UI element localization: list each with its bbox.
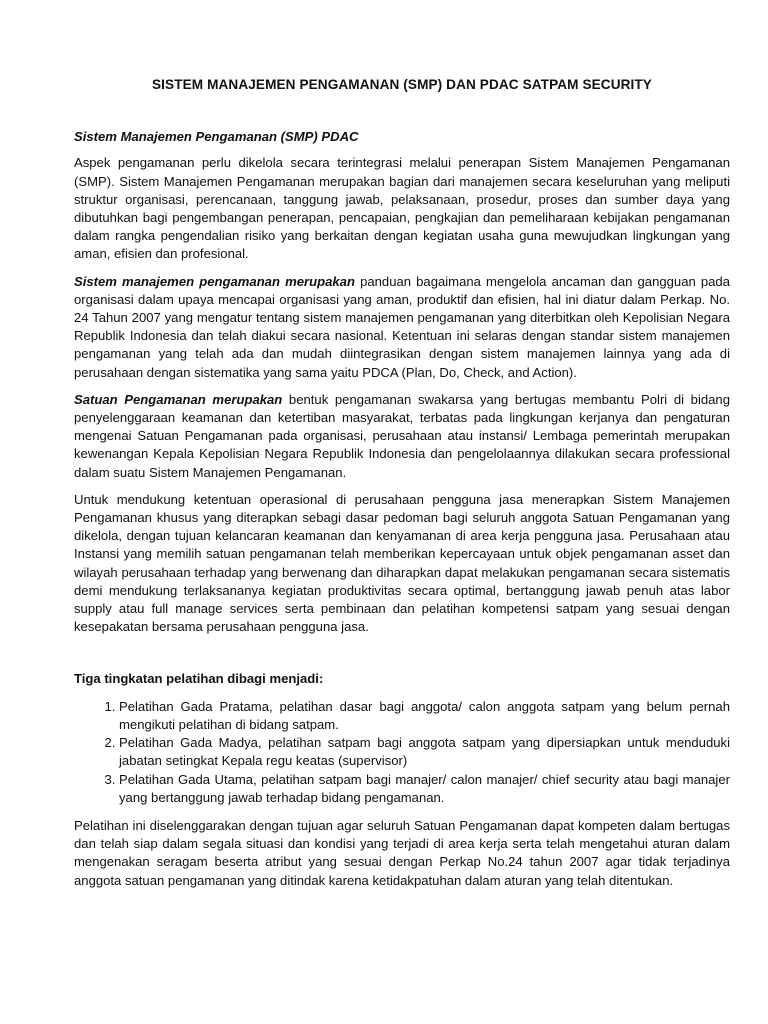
document-title: SISTEM MANAJEMEN PENGAMANAN (SMP) DAN PDAC SATPAM SECURITY [152, 77, 652, 92]
paragraph-operational-support: Untuk mendukung ketentuan operasional di perusahaan pengguna jasa menerapkan Sistem Manajemen Pengamanan khusus yang diterapkan sebagi dasar pedoman bagi seluruh anggota Satuan Pengamanan yang dikelola, dengan tujuan kelancaran keamanan dan kenyamanan di area kerja pengguna jasa. Perusahaan atau Instansi yang memilih satuan pengamanan telah memberikan kepercayaan untuk objek pengamanan asset dan wilayah perusahaan terhadap yang berwenang dan diharapkan dapat melakukan pengamanan secara sistematis demi mendukung terlaksananya kegiatan produktivitas secara optimal, bertanggung jawab penuh atas labor supply atau full manage services serta pembinaan dan pelatihan kompetensi satpam yang sesuai dengan kesepakatan bersama perusahaan pengguna jasa. [74, 491, 730, 635]
paragraph-lead-smp: Sistem manajemen pengamanan merupakan [74, 273, 355, 289]
paragraph-body-satpam: bentuk pengamanan swakarsa yang bertugas membantu Polri di bidang penyelenggaraan keamanan dan ketertiban masyarakat, terbatas pada lingkungan kerjanya dan pengaturan mengenai Satuan Pengamanan pada organisasi, perusahaan atau instansi/ Lembaga pemerintah merupakan kewenangan Kepala Kepolisian Negara Republik Indonesia dan pengelolaannya dilakukan secara professional dalam suatu Sistem Manajemen Pengamanan. [74, 391, 730, 480]
training-heading: Tiga tingkatan pelatihan dibagi menjadi: [74, 671, 324, 687]
section-subtitle: Sistem Manajemen Pengamanan (SMP) PDAC [74, 129, 359, 145]
document-page [74, 76, 730, 899]
training-item-gada-pratama: 1. Pelatihan Gada Pratama, pelatihan dasar bagi anggota/ calon anggota satpam yang belum pernah mengikuti pelatihan di bidang satpam. [119, 698, 730, 734]
training-list [74, 698, 730, 807]
training-item-gada-madya: 2. Pelatihan Gada Madya, pelatihan satpam bagi anggota satpam yang dipersiapkan untuk menduduki jabatan setingkat Kepala regu keatas (supervisor) [119, 734, 730, 770]
paragraph-smp-intro: Aspek pengamanan perlu dikelola secara terintegrasi melalui penerapan Sistem Manajemen Pengamanan (SMP). Sistem Manajemen Pengamanan merupakan bagian dari manajemen secara keseluruhan yang meliputi struktur organisasi, perencanaan, tanggung jawab, pelaksanaan, prosedur, proses dan sumber daya yang dibutuhkan bagi pengembangan penerapan, pencapaian, pengkajian dan pemeliharaan kebijakan pengamanan dalam rangka pengendalian risiko yang berkaitan dengan kegiatan usaha guna mewujudkan lingkungan yang aman, efisien dan profesional. [74, 155, 730, 262]
paragraph-lead-satpam: Satuan Pengamanan merupakan [74, 391, 283, 407]
paragraph-satpam-definition [74, 391, 730, 482]
paragraph-training-purpose: Pelatihan ini diselenggarakan dengan tujuan agar seluruh Satuan Pengamanan dapat kompeten dalam bertugas dan telah siap dalam segala situasi dan kondisi yang terjadi di area kerja serta telah mengetahui aturan dalam mengenakan seragam beserta atribut yang sesuai dengan Perkap No.24 tahun 2007 agar tidak terjadinya anggota satuan pengamanan yang ditindak karena ketidakpatuhan dalam aturan yang telah ditentukan. [74, 817, 730, 888]
paragraph-smp-definition [74, 273, 730, 382]
paragraph-body-smp: panduan bagaimana mengelola ancaman dan gangguan pada organisasi dalam upaya mencapai organisasi yang aman, produktif dan efisien, hal ini diatur dalam Perkap. No. 24 Tahun 2007 yang mengatur tentang sistem manajemen pengamanan yang diterbitkan oleh Kepolisian Negara Republik Indonesia dan telah diakui secara nasional. Ketentuan ini selaras dengan standar sistem manajemen pengamanan yang telah ada dan mudah diintegrasikan dengan sistem manajemen lainnya yang ada di perusahaan dengan sistematika yang sama yaitu PDCA (Plan, Do, Check, and Action). [74, 273, 731, 380]
training-item-gada-utama: 3. Pelatihan Gada Utama, pelatihan satpam bagi manajer/ calon manajer/ chief security atau bagi manajer yang bertanggung jawab terhadap bidang pengamanan. [119, 771, 730, 807]
